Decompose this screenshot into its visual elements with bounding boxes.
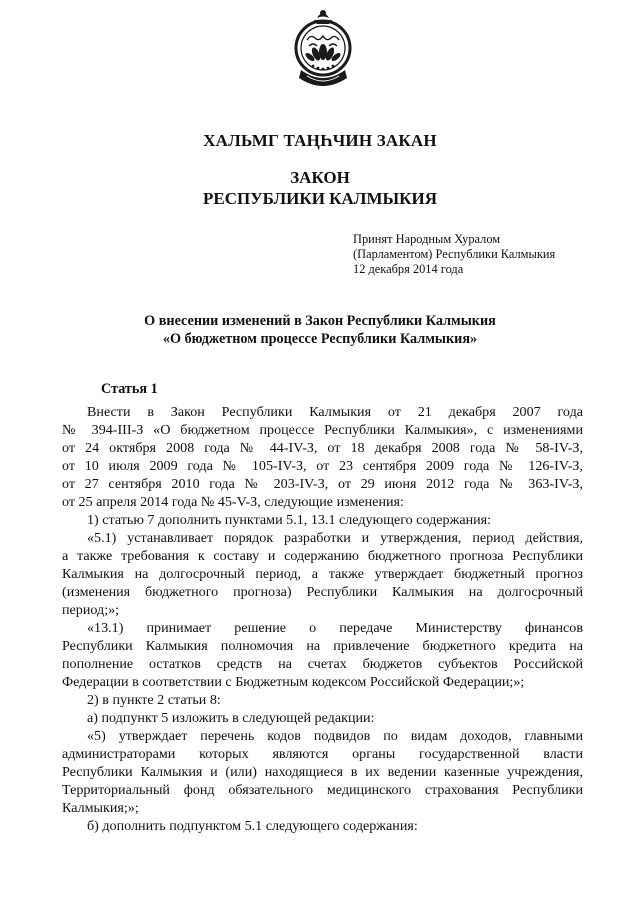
adoption-note bbox=[353, 232, 613, 277]
subject-line: О внесении изменений в Закон Республики Калмыкия bbox=[144, 313, 496, 329]
text-line: № 394-III-З «О бюджетном процессе Республики Калмыкия», с изменениями bbox=[62, 422, 583, 438]
text-line: пополнение остатков средств на счетах бюджетов субъектов Российской bbox=[62, 656, 583, 672]
adoption-line: Принят Народным Хуралом bbox=[353, 232, 501, 246]
republic-name: РЕСПУБЛИКИ КАЛМЫКИЯ bbox=[202, 189, 438, 208]
subject-line: «О бюджетном процессе Республики Калмыкия» bbox=[162, 331, 478, 347]
text-line: «13.1) принимает решение о передаче Министерству финансов bbox=[87, 620, 583, 636]
text-line: а также требования к составу и содержанию бюджетного прогноза Республики bbox=[62, 548, 583, 564]
text-line: «5.1) устанавливает порядок разработки и утверждения, период действия, bbox=[87, 530, 583, 546]
text-line: Федерации в соответствии с Бюджетным кодексом Российской Федерации;»; bbox=[62, 674, 525, 690]
paragraph-subitem-a: а) подпункт 5 изложить в следующей редакции: bbox=[87, 710, 375, 726]
text-line: от 24 октября 2008 года № 44-IV-З, от 18 декабря 2008 года № 58-IV-З, bbox=[62, 440, 583, 456]
law-title bbox=[0, 167, 640, 209]
article-heading: Статья 1 bbox=[101, 381, 158, 397]
paragraph-point-5-1 bbox=[62, 529, 583, 619]
text-line: Республики Калмыкия полномочия на привлечение бюджетного кредита на bbox=[62, 638, 583, 654]
native-law-title: ХАЛЬМГ ТАҢҺЧИН ЗАКАН bbox=[203, 131, 437, 150]
text-line: «5) утверждает перечень кодов подвидов по видам доходов, главными bbox=[87, 728, 583, 744]
paragraph-subpoint-5 bbox=[62, 727, 583, 817]
paragraph-point-13-1 bbox=[62, 619, 583, 691]
adoption-line: (Парламентом) Республики Калмыкия bbox=[353, 247, 556, 261]
paragraph-item-2: 2) в пункте 2 статьи 8: bbox=[87, 692, 221, 708]
article-body bbox=[62, 403, 583, 835]
text-line: от 25 апреля 2014 года № 45-V-З, следующие изменения: bbox=[62, 494, 404, 510]
law-subject bbox=[0, 312, 640, 348]
paragraph-amendments-intro bbox=[62, 403, 583, 511]
text-line: (изменения бюджетного прогноза) Республики Калмыкия на долгосрочный bbox=[62, 584, 583, 600]
text-line: Калмыкия;»; bbox=[62, 800, 139, 816]
text-line: администраторами которых являются органы государственной власти bbox=[62, 746, 583, 762]
text-line: от 27 сентября 2010 года № 203-IV-З, от 29 июня 2012 года № 363-IV-З, bbox=[62, 476, 583, 492]
text-line: Внести в Закон Республики Калмыкия от 21 декабря 2007 года bbox=[87, 404, 583, 420]
adoption-date: 12 декабря 2014 года bbox=[353, 262, 464, 276]
text-line: Территориальный фонд обязательного медицинского страхования Республики bbox=[62, 782, 583, 798]
kalmykia-coat-of-arms-icon bbox=[287, 6, 359, 90]
paragraph-subitem-b: б) дополнить подпунктом 5.1 следующего содержания: bbox=[87, 818, 418, 834]
text-line: Республики Калмыкия и (или) находящиеся в их ведении казенные учреждения, bbox=[62, 764, 583, 780]
law-word: ЗАКОН bbox=[290, 168, 350, 187]
text-line: период;»; bbox=[62, 602, 120, 618]
text-line: Калмыкия на долгосрочный период, а также утверждает бюджетный прогноз bbox=[62, 566, 583, 582]
text-line: от 10 июля 2009 года № 105-IV-З, от 23 сентября 2009 года № 126-IV-З, bbox=[62, 458, 583, 474]
paragraph-item-1: 1) статью 7 дополнить пунктами 5.1, 13.1 следующего содержания: bbox=[87, 512, 492, 528]
